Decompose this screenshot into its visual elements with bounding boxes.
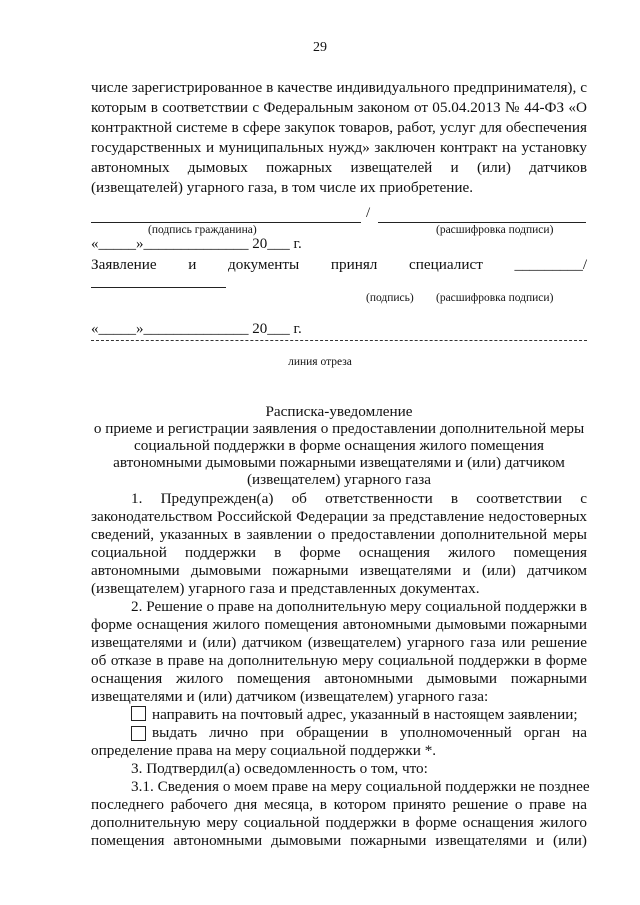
- specialist-name-line: [91, 287, 226, 288]
- paragraph-line: которым в соответствии с Федеральным законом от 05.04.2013 № 44-ФЗ «О: [91, 99, 587, 116]
- item31-line: последнего рабочего дня месяца, в котором принято решение о праве на: [91, 796, 587, 813]
- option-personal-cont: определение права на меру социальной поддержки *.: [91, 742, 437, 759]
- accepted-word: специалист: [409, 256, 483, 273]
- item31-line: дополнительную меру социальной поддержки в форме оснащения жилого: [91, 814, 587, 831]
- accepted-word: и: [188, 256, 197, 273]
- decryption-line: [378, 222, 586, 223]
- item31-line: 3.1. Сведения о моем праве на меру социальной поддержки не позднее: [131, 778, 590, 795]
- item1-line: законодательством Российской Федерации за представление недостоверных: [91, 508, 587, 525]
- option-post-label: направить на почтовый адрес, указанный в настоящем заявлении;: [152, 706, 578, 723]
- item2-line: форме оснащения жилого помещения автономными дымовыми пожарными: [91, 616, 587, 633]
- label-signature-citizen: (подпись гражданина): [148, 224, 257, 236]
- item31-line: помещения автономными дымовыми пожарными извещателями и (или): [91, 832, 587, 849]
- paragraph-line: контрактной системе в сфере закупок товаров, работ, услуг для обеспечения: [91, 119, 587, 136]
- paragraph-line: числе зарегистрированное в качестве индивидуального предпринимателя), с: [91, 79, 587, 96]
- item1-line: сведений, указанных в заявлении о предоставлении дополнительной меры: [91, 526, 587, 543]
- paragraph-line: (извещателей) угарного газа, в том числе их приобретение.: [91, 179, 474, 196]
- page-number: 29: [313, 40, 327, 55]
- item1-line: автономными дымовыми пожарными извещателями и (или) датчиком: [91, 562, 587, 579]
- slash-separator: /: [366, 205, 371, 221]
- cut-label: линия отреза: [288, 356, 352, 368]
- item2-line: об отказе в праве на дополнительную меру социальной поддержки в форме: [91, 652, 587, 669]
- receipt-title: Расписка-уведомление: [265, 403, 413, 420]
- paragraph-line: автономных дымовых пожарных извещателей и (или) датчиков: [91, 159, 587, 176]
- label-decryption: (расшифровка подписи): [436, 224, 554, 236]
- accepted-line: [91, 256, 587, 274]
- option-personal-label: выдать лично при обращении в уполномоченный орган на: [152, 724, 587, 741]
- accepted-word: Заявление: [91, 256, 157, 273]
- receipt-subtitle-line: социальной поддержки в форме оснащения жилого помещения: [134, 437, 544, 454]
- signature-citizen-line: [91, 222, 361, 223]
- receipt-subtitle-line: о приеме и регистрации заявления о предоставлении дополнительной меры: [93, 420, 585, 437]
- receipt-subtitle-line: (извещателем) угарного газа: [246, 471, 432, 488]
- accepted-word: документы: [228, 256, 300, 273]
- label-signature: (подпись): [366, 292, 414, 304]
- item1-line: социальной поддержки в форме оснащения жилого помещения: [91, 544, 587, 561]
- accepted-word: _________/: [514, 256, 588, 273]
- item2-line: оснащения жилого помещения автономными дымовыми пожарными: [91, 670, 587, 687]
- item2-line: извещателями и (или) датчиком (извещателем) угарного газа:: [91, 688, 489, 705]
- item2-line: 2. Решение о праве на дополнительную меру социальной поддержки в: [131, 598, 587, 615]
- date-line: «_____»______________ 20___ г.: [91, 321, 302, 337]
- option-personal: [131, 724, 587, 742]
- cut-line: [91, 340, 587, 341]
- checkbox-personal[interactable]: [131, 726, 146, 741]
- checkbox-post[interactable]: [131, 706, 146, 721]
- item1-line: (извещателем) угарного газа и представленных документах.: [91, 580, 480, 597]
- item2-line: извещателями и (или) датчиком (извещателем) угарного газа или решение: [91, 634, 587, 651]
- accepted-word: принял: [330, 256, 378, 273]
- item1-line: 1. Предупрежден(а) об ответственности в соответствии с: [131, 490, 587, 507]
- label-decryption-2: (расшифровка подписи): [436, 292, 554, 304]
- option-post: [131, 706, 587, 724]
- date-line: «_____»______________ 20___ г.: [91, 236, 302, 252]
- item3-line: 3. Подтвердил(а) осведомленность о том, что:: [131, 760, 428, 777]
- receipt-subtitle-line: автономными дымовыми пожарными извещателями и (или) датчиком: [113, 454, 565, 471]
- paragraph-line: государственных и муниципальных нужд» заключен контракт на установку: [91, 139, 587, 156]
